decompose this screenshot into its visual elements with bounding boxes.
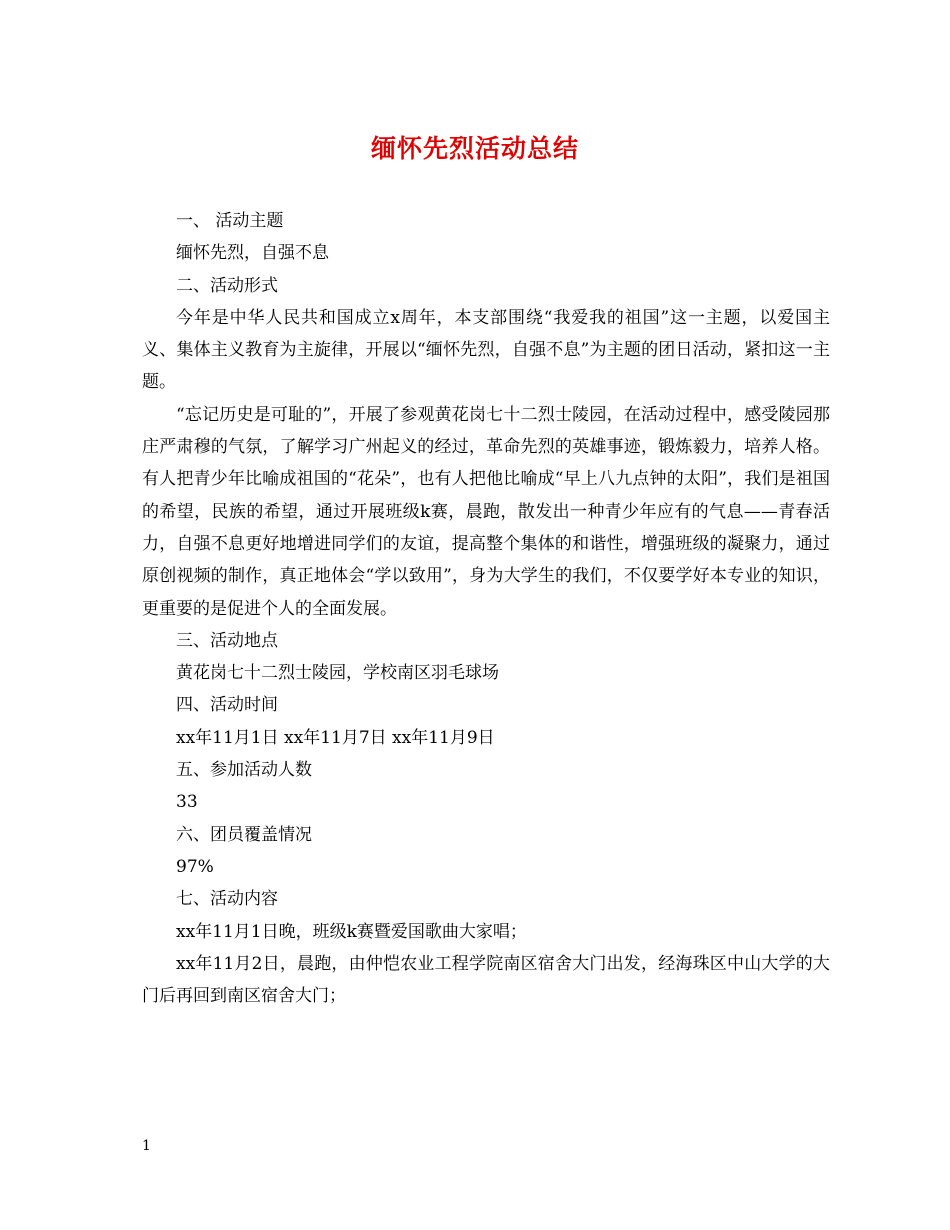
time-text: xx年11月1日 xx年11月7日 xx年11月9日 [176,727,495,748]
page-number: 1 [142,1138,151,1154]
section-heading-theme: 一、 活动主题 [176,211,284,231]
content-item-1: xx年11月1日晚，班级k赛暨爱国歌曲大家唱； [176,921,527,942]
document-body [142,205,830,1012]
section-heading-participants: 五、参加活动人数 [176,760,312,781]
location-text: 黄花岗七十二烈士陵园，学校南区羽毛球场 [176,663,499,684]
document-title: 缅怀先烈活动总结 [370,134,579,163]
content-item-2: xx年11月2日，晨跑，由仲恺农业工程学院南区宿舍大门出发，经海珠区中山大学的大门后再回到南区宿舍大门； [142,953,830,1007]
section-heading-location: 三、活动地点 [176,630,278,651]
section-heading-form: 二、活动形式 [176,275,278,296]
section-heading-coverage: 六、团员覆盖情况 [176,824,312,845]
section-heading-time: 四、活动时间 [176,695,278,716]
theme-text: 缅怀先烈，自强不息 [176,243,329,264]
form-paragraph-1: 今年是中华人民共和国成立x周年，本支部围绕“我爱我的祖国”这一主题，以爱国主义、集体主义教育为主旋律，开展以“缅怀先烈，自强不息”为主题的团日活动，紧扣这一主题。 [142,307,830,393]
coverage-value: 97% [176,856,214,877]
section-heading-content: 七、活动内容 [176,889,278,910]
participants-count: 33 [176,792,198,813]
form-paragraph-2: “忘记历史是可耻的”，开展了参观黄花岗七十二烈士陵园，在活动过程中，感受陵园那庄严肃穆的气氛，了解学习广州起义的经过，革命先烈的英雄事迹，锻炼毅力，培养人格。有人把青少年比喻成祖国的“花朵”，也有人把他比喻成“早上八九点钟的太阳”，我们是祖国的希望，民族的希望，通过开展班级k赛，晨跑，散发出一种青少年应有的气息——青春活力，自强不息更好地增进同学们的友谊，提高整个集体的和谐性，增强班级的凝聚力，通过原创视频的制作，真正地体会“学以致用”，身为大学生的我们，不仅要学好本专业的知识，更重要的是促进个人的全面发展。 [142,404,830,619]
